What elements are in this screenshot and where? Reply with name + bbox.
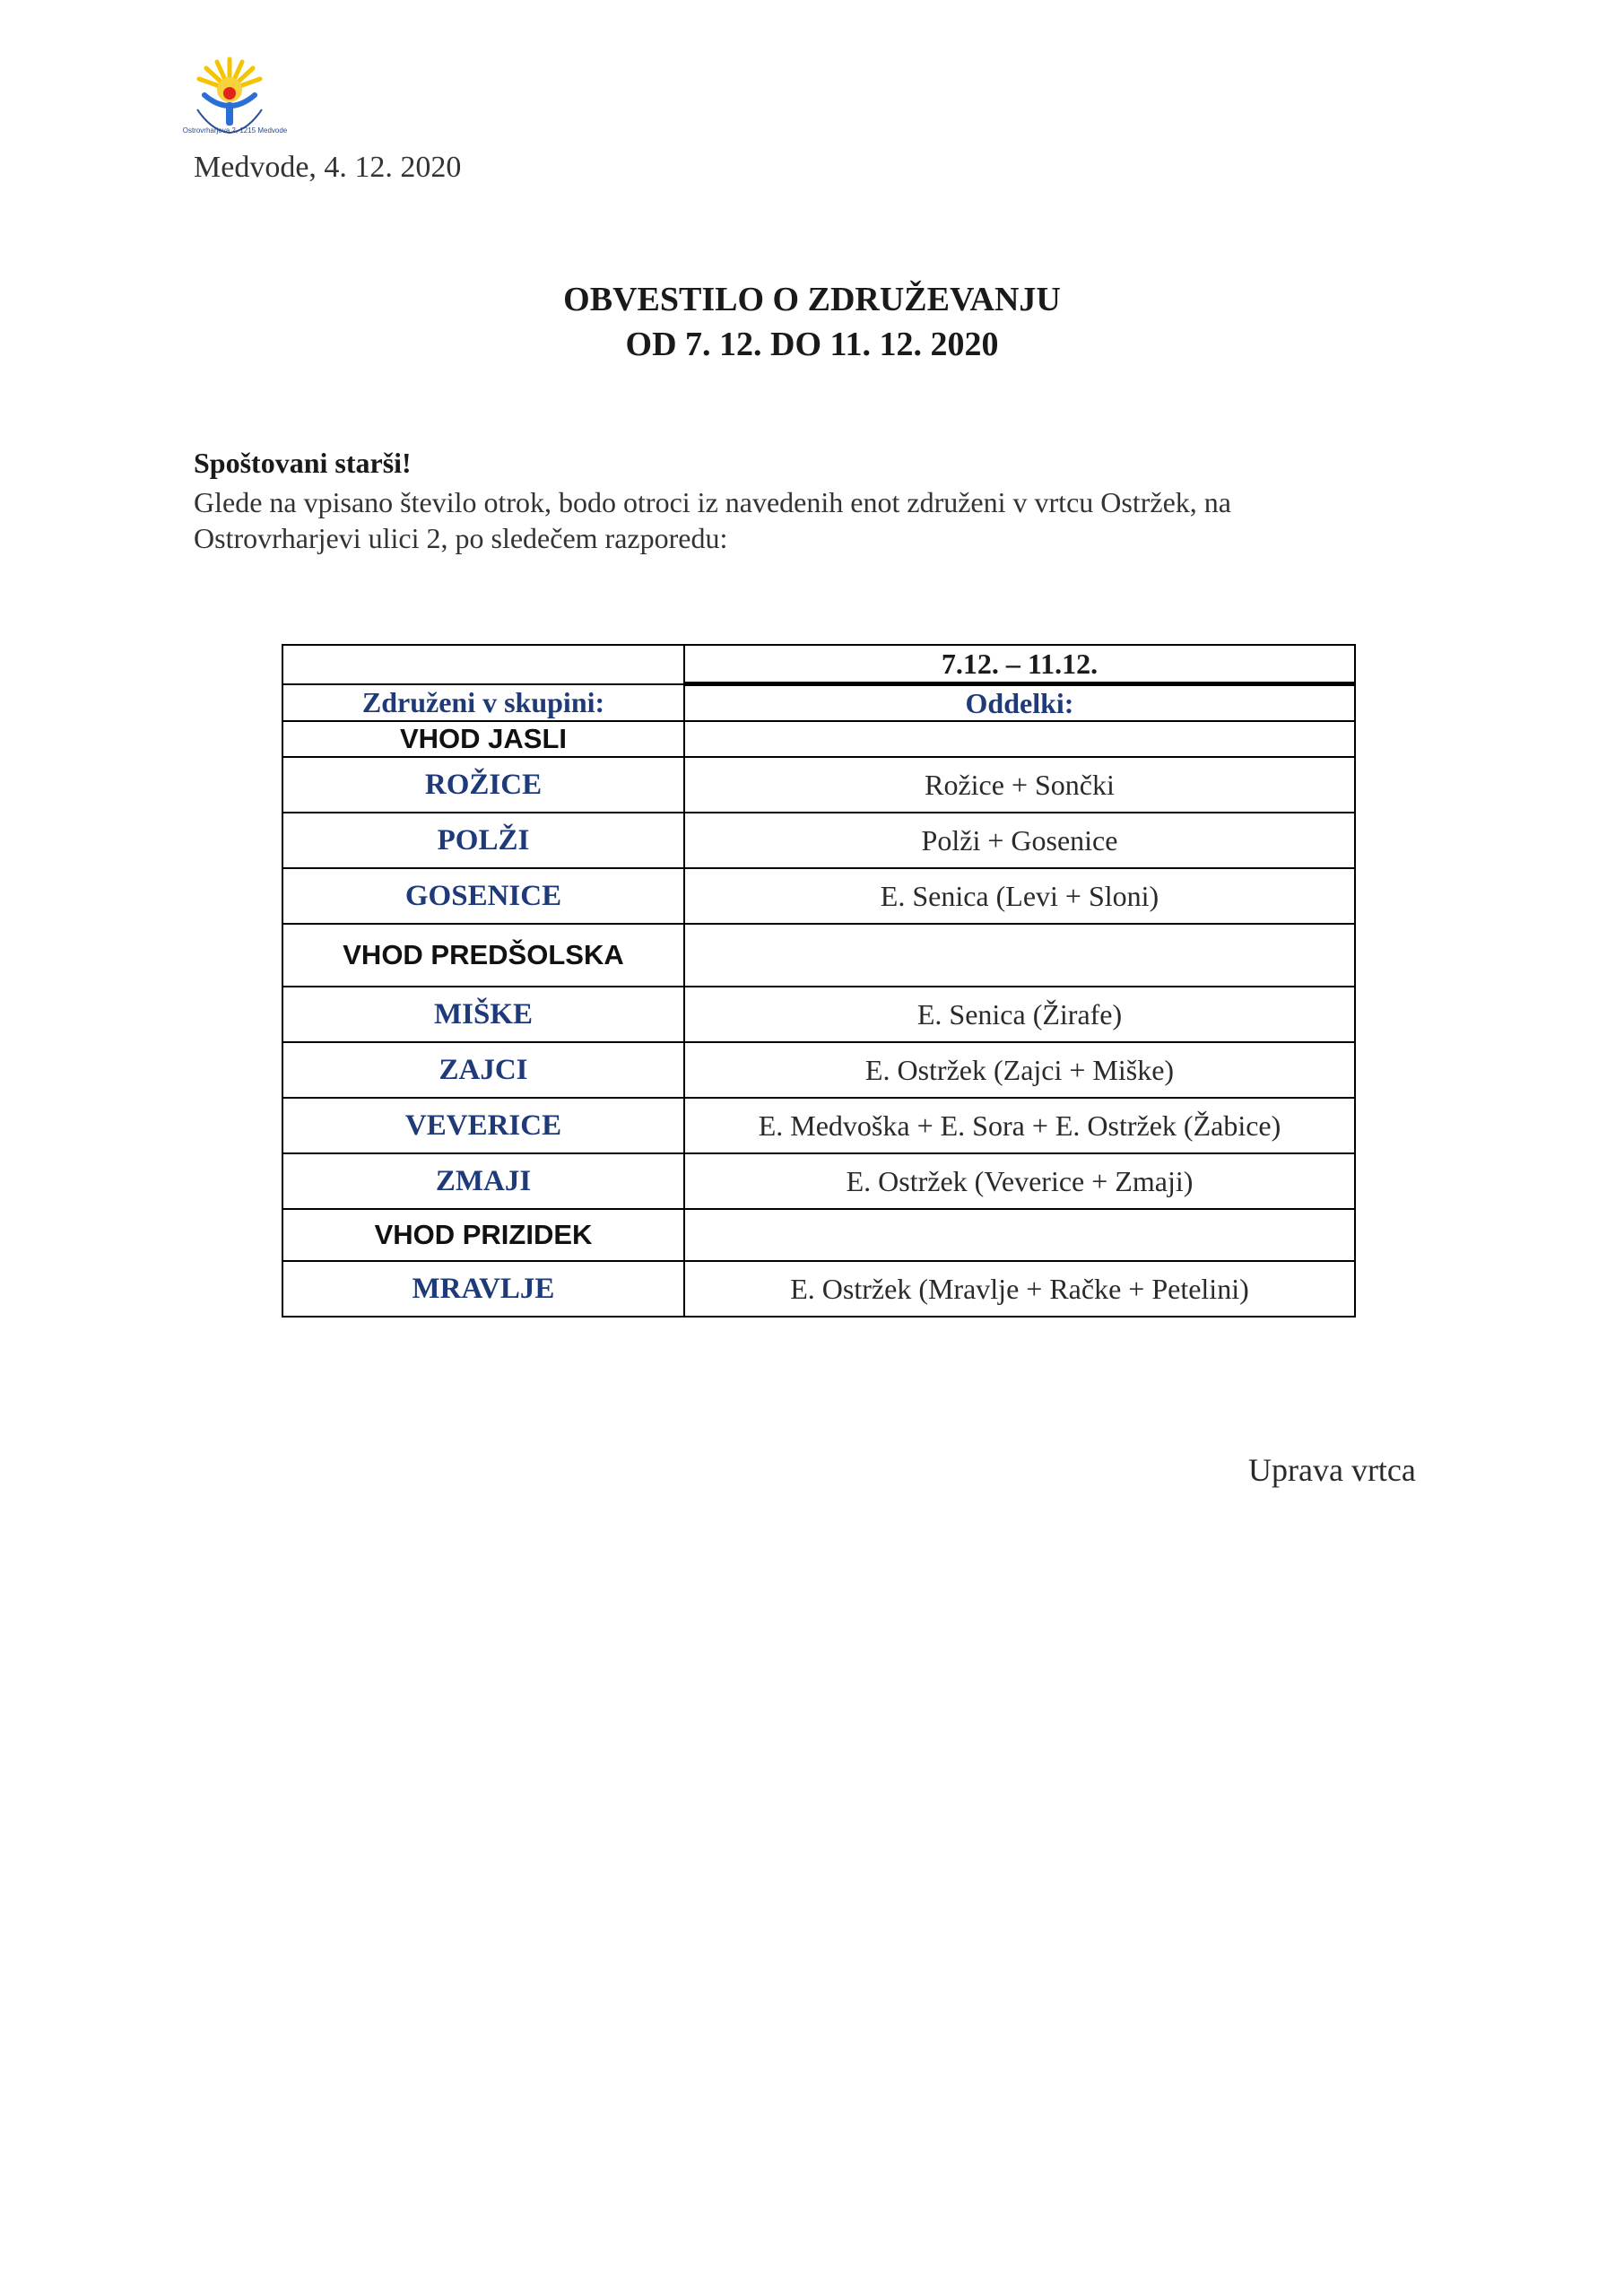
period-header: 7.12. – 11.12. xyxy=(684,645,1355,684)
group-name: GOSENICE xyxy=(282,868,684,924)
schedule-table xyxy=(282,644,1356,1318)
table-row xyxy=(282,1042,1355,1098)
table-row xyxy=(282,1153,1355,1209)
table-period-row xyxy=(282,645,1355,684)
department-list: E. Ostržek (Mravlje + Račke + Petelini) xyxy=(684,1261,1355,1317)
signature: Uprava vrtca xyxy=(1248,1452,1416,1488)
table-row xyxy=(282,987,1355,1042)
group-name: ZMAJI xyxy=(282,1153,684,1209)
date-line: Medvode, 4. 12. 2020 xyxy=(194,151,462,184)
col-header-groups: Združeni v skupini: xyxy=(282,684,684,722)
group-name: VEVERICE xyxy=(282,1098,684,1153)
table-header-row xyxy=(282,684,1355,722)
group-name: ROŽICE xyxy=(282,757,684,813)
department-list: E. Ostržek (Veverice + Zmaji) xyxy=(684,1153,1355,1209)
table-row xyxy=(282,1098,1355,1153)
department-list: E. Senica (Levi + Sloni) xyxy=(684,868,1355,924)
intro-line: Glede na vpisano število otrok, bodo otroci iz navedenih enot združeni v vrtcu Ostržek, na xyxy=(194,486,1231,518)
table-row xyxy=(282,757,1355,813)
col-header-departments: Oddelki: xyxy=(684,684,1355,722)
entrance-row xyxy=(282,1209,1355,1261)
empty-cell xyxy=(684,721,1355,757)
group-name: MRAVLJE xyxy=(282,1261,684,1317)
entrance-heading: VHOD JASLI xyxy=(282,721,684,757)
empty-cell xyxy=(684,1209,1355,1261)
notice-title: OBVESTILO O ZDRUŽEVANJU xyxy=(563,281,1061,318)
intro-line: Ostrovrharjevi ulici 2, po sledečem razporedu: xyxy=(194,522,728,554)
logo-caption: Ostrovrharjeva 2, 1215 Medvode xyxy=(182,126,288,135)
table-row xyxy=(282,868,1355,924)
entrance-heading: VHOD PREDŠOLSKA xyxy=(282,924,684,987)
group-name: ZAJCI xyxy=(282,1042,684,1098)
department-list: Polži + Gosenice xyxy=(684,813,1355,868)
entrance-row xyxy=(282,721,1355,757)
empty-cell xyxy=(684,924,1355,987)
entrance-heading: VHOD PRIZIDEK xyxy=(282,1209,684,1261)
department-list: Rožice + Sončki xyxy=(684,757,1355,813)
department-list: E. Ostržek (Zajci + Miške) xyxy=(684,1042,1355,1098)
greeting: Spoštovani starši! xyxy=(194,447,412,479)
group-name: POLŽI xyxy=(282,813,684,868)
table-row xyxy=(282,813,1355,868)
intro-paragraph xyxy=(194,484,1449,556)
entrance-row xyxy=(282,924,1355,987)
department-list: E. Medvoška + E. Sora + E. Ostržek (Žabice) xyxy=(684,1098,1355,1153)
table-corner-cell xyxy=(282,645,684,684)
table-row xyxy=(282,1261,1355,1317)
group-name: MIŠKE xyxy=(282,987,684,1042)
notice-period-title: OD 7. 12. DO 11. 12. 2020 xyxy=(625,326,999,363)
department-list: E. Senica (Žirafe) xyxy=(684,987,1355,1042)
